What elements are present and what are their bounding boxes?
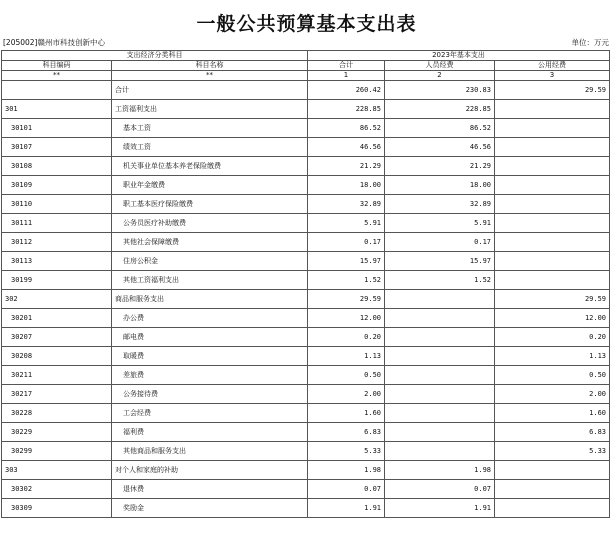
table-row <box>2 195 610 214</box>
cell-code: 30302 <box>2 480 112 499</box>
cell-personnel <box>385 423 495 442</box>
cell-code <box>2 81 112 100</box>
cell-code: 30229 <box>2 423 112 442</box>
table-row <box>2 328 610 347</box>
cell-name: 基本工资 <box>112 119 308 138</box>
cell-personnel: 230.83 <box>385 81 495 100</box>
cell-personnel: 32.89 <box>385 195 495 214</box>
cell-total: 15.97 <box>308 252 385 271</box>
cell-personnel: 15.97 <box>385 252 495 271</box>
table-row <box>2 290 610 309</box>
page-title: 一般公共预算基本支出表 <box>196 13 417 35</box>
header-name: 科目名称 <box>112 61 308 71</box>
table-row <box>2 347 610 366</box>
cell-name: 公务接待费 <box>112 385 308 404</box>
cell-total: 46.56 <box>308 138 385 157</box>
cell-name: 绩效工资 <box>112 138 308 157</box>
cell-name: 职业年金缴费 <box>112 176 308 195</box>
cell-code: 30208 <box>2 347 112 366</box>
cell-public <box>495 252 610 271</box>
table-row <box>2 385 610 404</box>
cell-total: 18.00 <box>308 176 385 195</box>
table-row <box>2 138 610 157</box>
table-row <box>2 366 610 385</box>
cell-personnel <box>385 404 495 423</box>
cell-total: 1.13 <box>308 347 385 366</box>
cell-total: 0.20 <box>308 328 385 347</box>
cell-name: 公务员医疗补助缴费 <box>112 214 308 233</box>
cell-code: 30112 <box>2 233 112 252</box>
cell-public <box>495 271 610 290</box>
header-public: 公用经费 <box>495 61 610 71</box>
cell-name: 取暖费 <box>112 347 308 366</box>
cell-code: 30211 <box>2 366 112 385</box>
table-row <box>2 423 610 442</box>
table-row <box>2 499 610 518</box>
cell-code: 303 <box>2 461 112 480</box>
cell-public <box>495 176 610 195</box>
cell-name: 其他商品和服务支出 <box>112 442 308 461</box>
header-group-year: 2023年基本支出 <box>308 51 610 61</box>
cell-name: 职工基本医疗保险缴费 <box>112 195 308 214</box>
table-row <box>2 480 610 499</box>
table-row <box>2 119 610 138</box>
cell-code: 30101 <box>2 119 112 138</box>
cell-code: 301 <box>2 100 112 119</box>
table-row <box>2 442 610 461</box>
cell-name: 办公费 <box>112 309 308 328</box>
cell-personnel <box>385 347 495 366</box>
cell-public <box>495 100 610 119</box>
cell-total: 6.83 <box>308 423 385 442</box>
cell-public: 12.00 <box>495 309 610 328</box>
cell-personnel <box>385 290 495 309</box>
cell-total: 0.50 <box>308 366 385 385</box>
cell-name: 福利费 <box>112 423 308 442</box>
cell-total: 12.00 <box>308 309 385 328</box>
cell-personnel <box>385 366 495 385</box>
cell-total: 32.89 <box>308 195 385 214</box>
header-personnel: 人员经费 <box>385 61 495 71</box>
table-row <box>2 81 610 100</box>
table-row <box>2 461 610 480</box>
cell-name: 对个人和家庭的补助 <box>112 461 308 480</box>
cell-public: 1.60 <box>495 404 610 423</box>
cell-name: 住房公积金 <box>112 252 308 271</box>
cell-total: 1.98 <box>308 461 385 480</box>
cell-public: 29.59 <box>495 81 610 100</box>
cell-personnel: 46.56 <box>385 138 495 157</box>
cell-public <box>495 119 610 138</box>
cell-name: 其他社会保障缴费 <box>112 233 308 252</box>
cell-personnel <box>385 328 495 347</box>
cell-code: 30113 <box>2 252 112 271</box>
cell-public: 0.20 <box>495 328 610 347</box>
cell-code: 30111 <box>2 214 112 233</box>
table-row <box>2 309 610 328</box>
cell-public: 29.59 <box>495 290 610 309</box>
header-total: 合计 <box>308 61 385 71</box>
cell-personnel: 1.91 <box>385 499 495 518</box>
header-group-economic: 支出经济分类科目 <box>2 51 308 61</box>
cell-public <box>495 157 610 176</box>
cell-personnel: 0.17 <box>385 233 495 252</box>
cell-public: 6.83 <box>495 423 610 442</box>
header-marker-name: ** <box>112 71 308 81</box>
cell-personnel: 86.52 <box>385 119 495 138</box>
header-marker-code: ** <box>2 71 112 81</box>
header-index-3: 3 <box>495 71 610 81</box>
cell-code: 30299 <box>2 442 112 461</box>
header-index-row <box>2 71 610 81</box>
cell-name: 工会经费 <box>112 404 308 423</box>
cell-personnel: 1.52 <box>385 271 495 290</box>
cell-total: 29.59 <box>308 290 385 309</box>
table-row <box>2 252 610 271</box>
cell-public <box>495 214 610 233</box>
cell-public: 2.00 <box>495 385 610 404</box>
cell-public: 5.33 <box>495 442 610 461</box>
header-index-1: 1 <box>308 71 385 81</box>
cell-code: 30217 <box>2 385 112 404</box>
unit-label: 单位：万元 <box>571 38 609 47</box>
cell-code: 30110 <box>2 195 112 214</box>
cell-total: 1.52 <box>308 271 385 290</box>
cell-total: 5.33 <box>308 442 385 461</box>
header-code: 科目编码 <box>2 61 112 71</box>
cell-public: 1.13 <box>495 347 610 366</box>
cell-personnel: 0.07 <box>385 480 495 499</box>
cell-name: 商品和服务支出 <box>112 290 308 309</box>
organization-label: [205002]赣州市科技创新中心 <box>3 38 105 47</box>
cell-public <box>495 499 610 518</box>
cell-code: 302 <box>2 290 112 309</box>
meta-row <box>3 37 609 49</box>
cell-personnel: 21.29 <box>385 157 495 176</box>
cell-personnel: 1.98 <box>385 461 495 480</box>
cell-total: 2.00 <box>308 385 385 404</box>
cell-personnel: 18.00 <box>385 176 495 195</box>
cell-name: 退休费 <box>112 480 308 499</box>
table-row <box>2 157 610 176</box>
header-index-2: 2 <box>385 71 495 81</box>
cell-total: 1.91 <box>308 499 385 518</box>
cell-total: 86.52 <box>308 119 385 138</box>
cell-name: 工资福利支出 <box>112 100 308 119</box>
cell-code: 30228 <box>2 404 112 423</box>
table-row <box>2 404 610 423</box>
cell-total: 228.85 <box>308 100 385 119</box>
cell-personnel: 228.85 <box>385 100 495 119</box>
cell-code: 30309 <box>2 499 112 518</box>
cell-public <box>495 195 610 214</box>
cell-personnel: 5.91 <box>385 214 495 233</box>
cell-public <box>495 461 610 480</box>
cell-code: 30107 <box>2 138 112 157</box>
cell-code: 30109 <box>2 176 112 195</box>
cell-name: 差旅费 <box>112 366 308 385</box>
cell-name: 其他工资福利支出 <box>112 271 308 290</box>
cell-name: 机关事业单位基本养老保险缴费 <box>112 157 308 176</box>
cell-total: 1.60 <box>308 404 385 423</box>
cell-personnel <box>385 442 495 461</box>
cell-public <box>495 233 610 252</box>
table-row <box>2 176 610 195</box>
cell-name: 奖励金 <box>112 499 308 518</box>
cell-public <box>495 138 610 157</box>
cell-total: 0.07 <box>308 480 385 499</box>
cell-code: 30199 <box>2 271 112 290</box>
cell-personnel <box>385 385 495 404</box>
table-row <box>2 271 610 290</box>
cell-personnel <box>385 309 495 328</box>
header-group-row <box>2 51 610 61</box>
table-row <box>2 233 610 252</box>
cell-total: 0.17 <box>308 233 385 252</box>
cell-total: 5.91 <box>308 214 385 233</box>
cell-code: 30108 <box>2 157 112 176</box>
cell-name: 合计 <box>112 81 308 100</box>
cell-total: 21.29 <box>308 157 385 176</box>
cell-public: 0.50 <box>495 366 610 385</box>
cell-name: 邮电费 <box>112 328 308 347</box>
cell-public <box>495 480 610 499</box>
budget-table <box>1 50 610 518</box>
cell-code: 30207 <box>2 328 112 347</box>
table-row <box>2 100 610 119</box>
header-column-row <box>2 61 610 71</box>
table-row <box>2 214 610 233</box>
cell-total: 260.42 <box>308 81 385 100</box>
cell-code: 30201 <box>2 309 112 328</box>
